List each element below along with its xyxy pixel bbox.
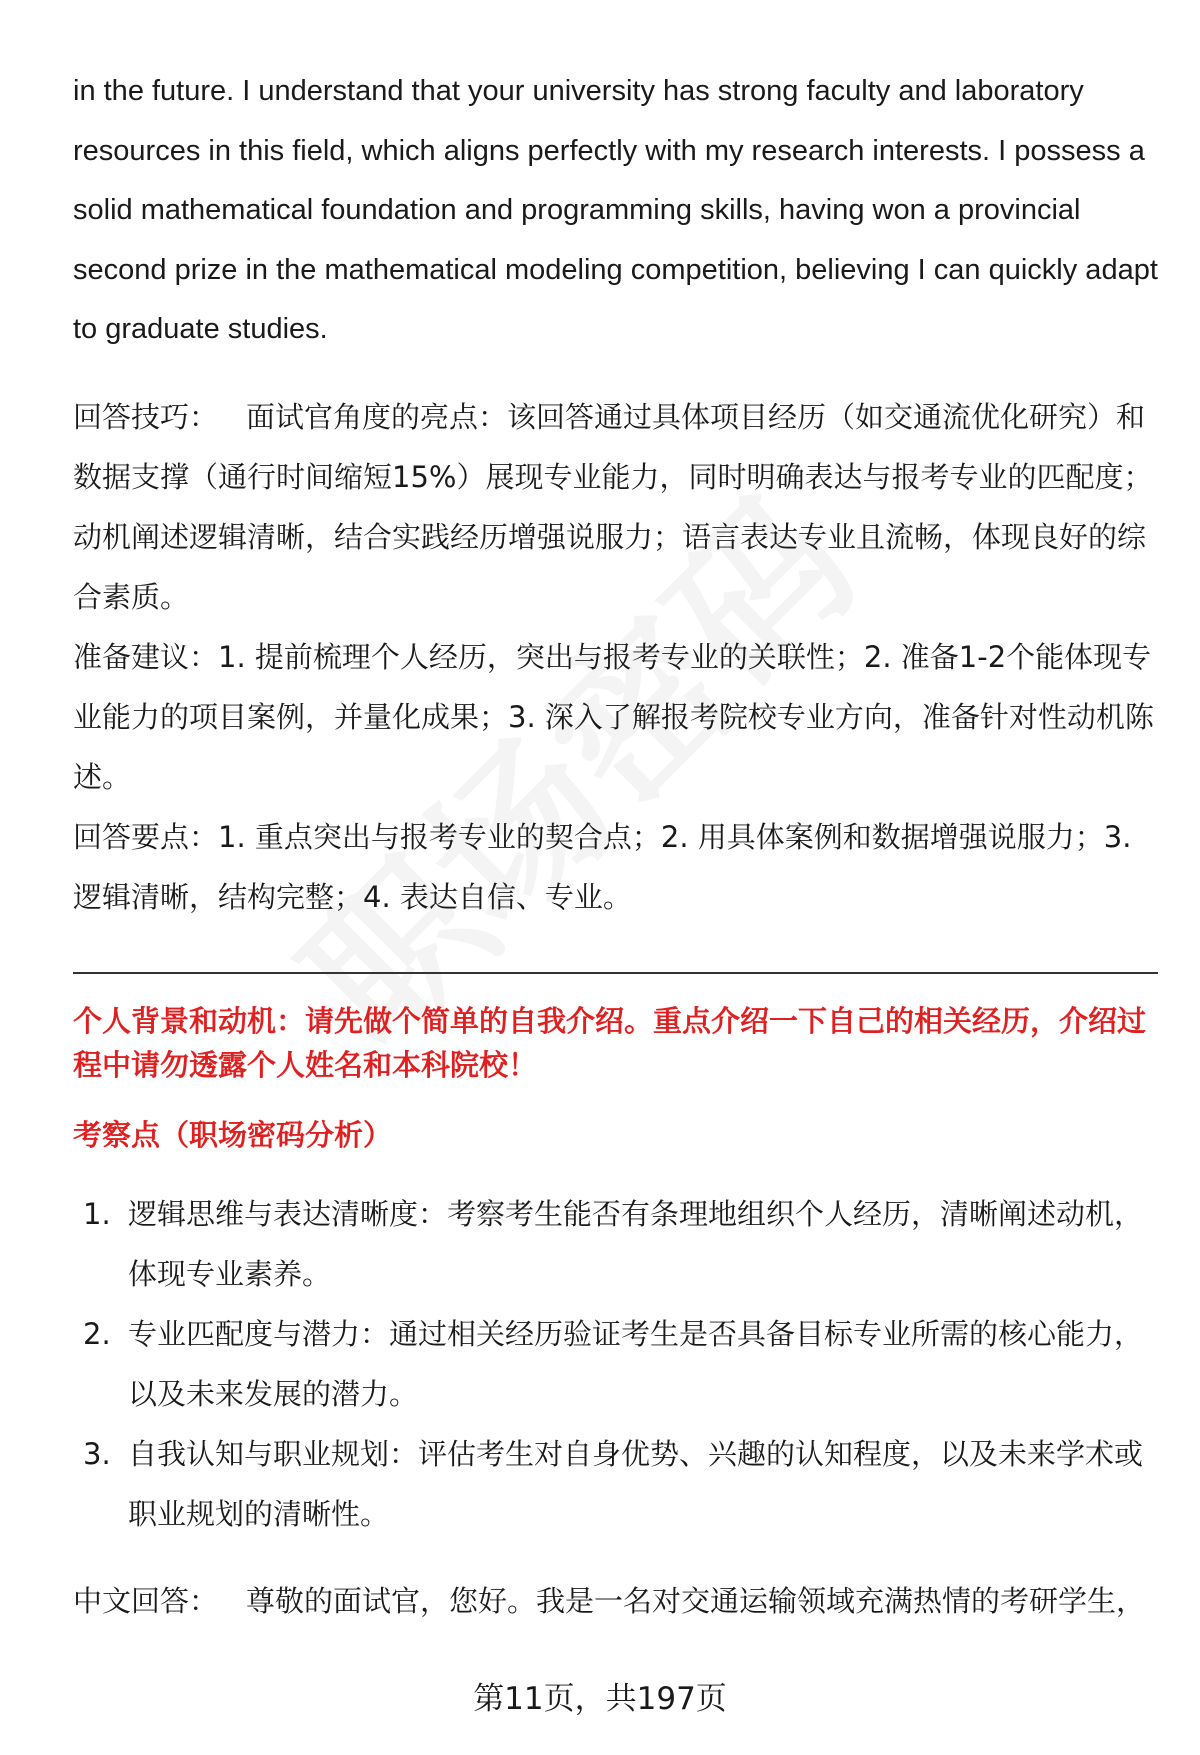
tip-answer-skills xyxy=(73,387,1158,627)
list-item xyxy=(73,1184,1158,1304)
tip-label: 回答要点： xyxy=(73,819,219,854)
tip-label: 回答技巧： xyxy=(73,399,219,434)
list-number: 2. xyxy=(83,1316,111,1351)
list-number: 3. xyxy=(83,1436,111,1471)
tip-key-points xyxy=(73,807,1158,927)
interview-question: 个人背景和动机：请先做个简单的自我介绍。重点介绍一下自己的相关经历，介绍过程中请勿透露个人姓名和本科院校！ xyxy=(73,1003,1147,1082)
tip-label: 准备建议： xyxy=(73,639,219,674)
list-text: 专业匹配度与潜力：通过相关经历验证考生是否具备目标专业所需的核心能力，以及未来发展的潜力。 xyxy=(128,1316,1144,1411)
analysis-list xyxy=(73,1184,1158,1544)
answer-label: 中文回答： xyxy=(73,1583,219,1618)
list-item xyxy=(73,1304,1158,1424)
answer-tips xyxy=(73,387,1158,927)
tip-preparation xyxy=(73,627,1158,807)
chinese-answer xyxy=(73,1571,1158,1631)
tip-text: 1. 提前梳理个人经历，突出与报考专业的关联性；2. 准备1-2个能体现专业能力的项目案例，并量化成果；3. 深入了解报考院校专业方向，准备针对性动机陈述。 xyxy=(73,639,1154,794)
list-number: 1. xyxy=(83,1196,111,1231)
page-content xyxy=(73,62,1158,1631)
tip-text: 1. 重点突出与报考专业的契合点；2. 用具体案例和数据增强说服力；3. 逻辑清晰，结构完整；4. 表达自信、专业。 xyxy=(73,819,1132,914)
intro-english-paragraph: in the future. I understand that your university has strong faculty and laboratory resources in this field, which aligns perfectly with my research interests. I possess a solid mathematical foundation and programming skills, having won a provincial second prize in the mathematical modeling competition, believing I can quickly adapt to graduate studies. xyxy=(73,75,1158,345)
section-divider xyxy=(73,972,1158,974)
answer-text: 尊敬的面试官，您好。我是一名对交通运输领域充满热情的考研学生， xyxy=(246,1583,1146,1618)
list-item xyxy=(73,1424,1158,1544)
analysis-heading: 考察点（职场密码分析） xyxy=(73,1117,393,1152)
tip-text: 面试官角度的亮点：该回答通过具体项目经历（如交通流优化研究）和数据支撑（通行时间缩短15%）展现专业能力，同时明确表达与报考专业的匹配度；动机阐述逻辑清晰，结合实践经历增强说服力；语言表达专业且流畅，体现良好的综合素质。 xyxy=(73,399,1153,614)
list-text: 逻辑思维与表达清晰度：考察考生能否有条理地组织个人经历，清晰阐述动机，体现专业素养。 xyxy=(128,1196,1144,1291)
list-text: 自我认知与职业规划：评估考生对自身优势、兴趣的认知程度，以及未来学术或职业规划的清晰性。 xyxy=(128,1436,1144,1531)
page-number-footer: 第11页，共197页 xyxy=(473,1681,727,1717)
